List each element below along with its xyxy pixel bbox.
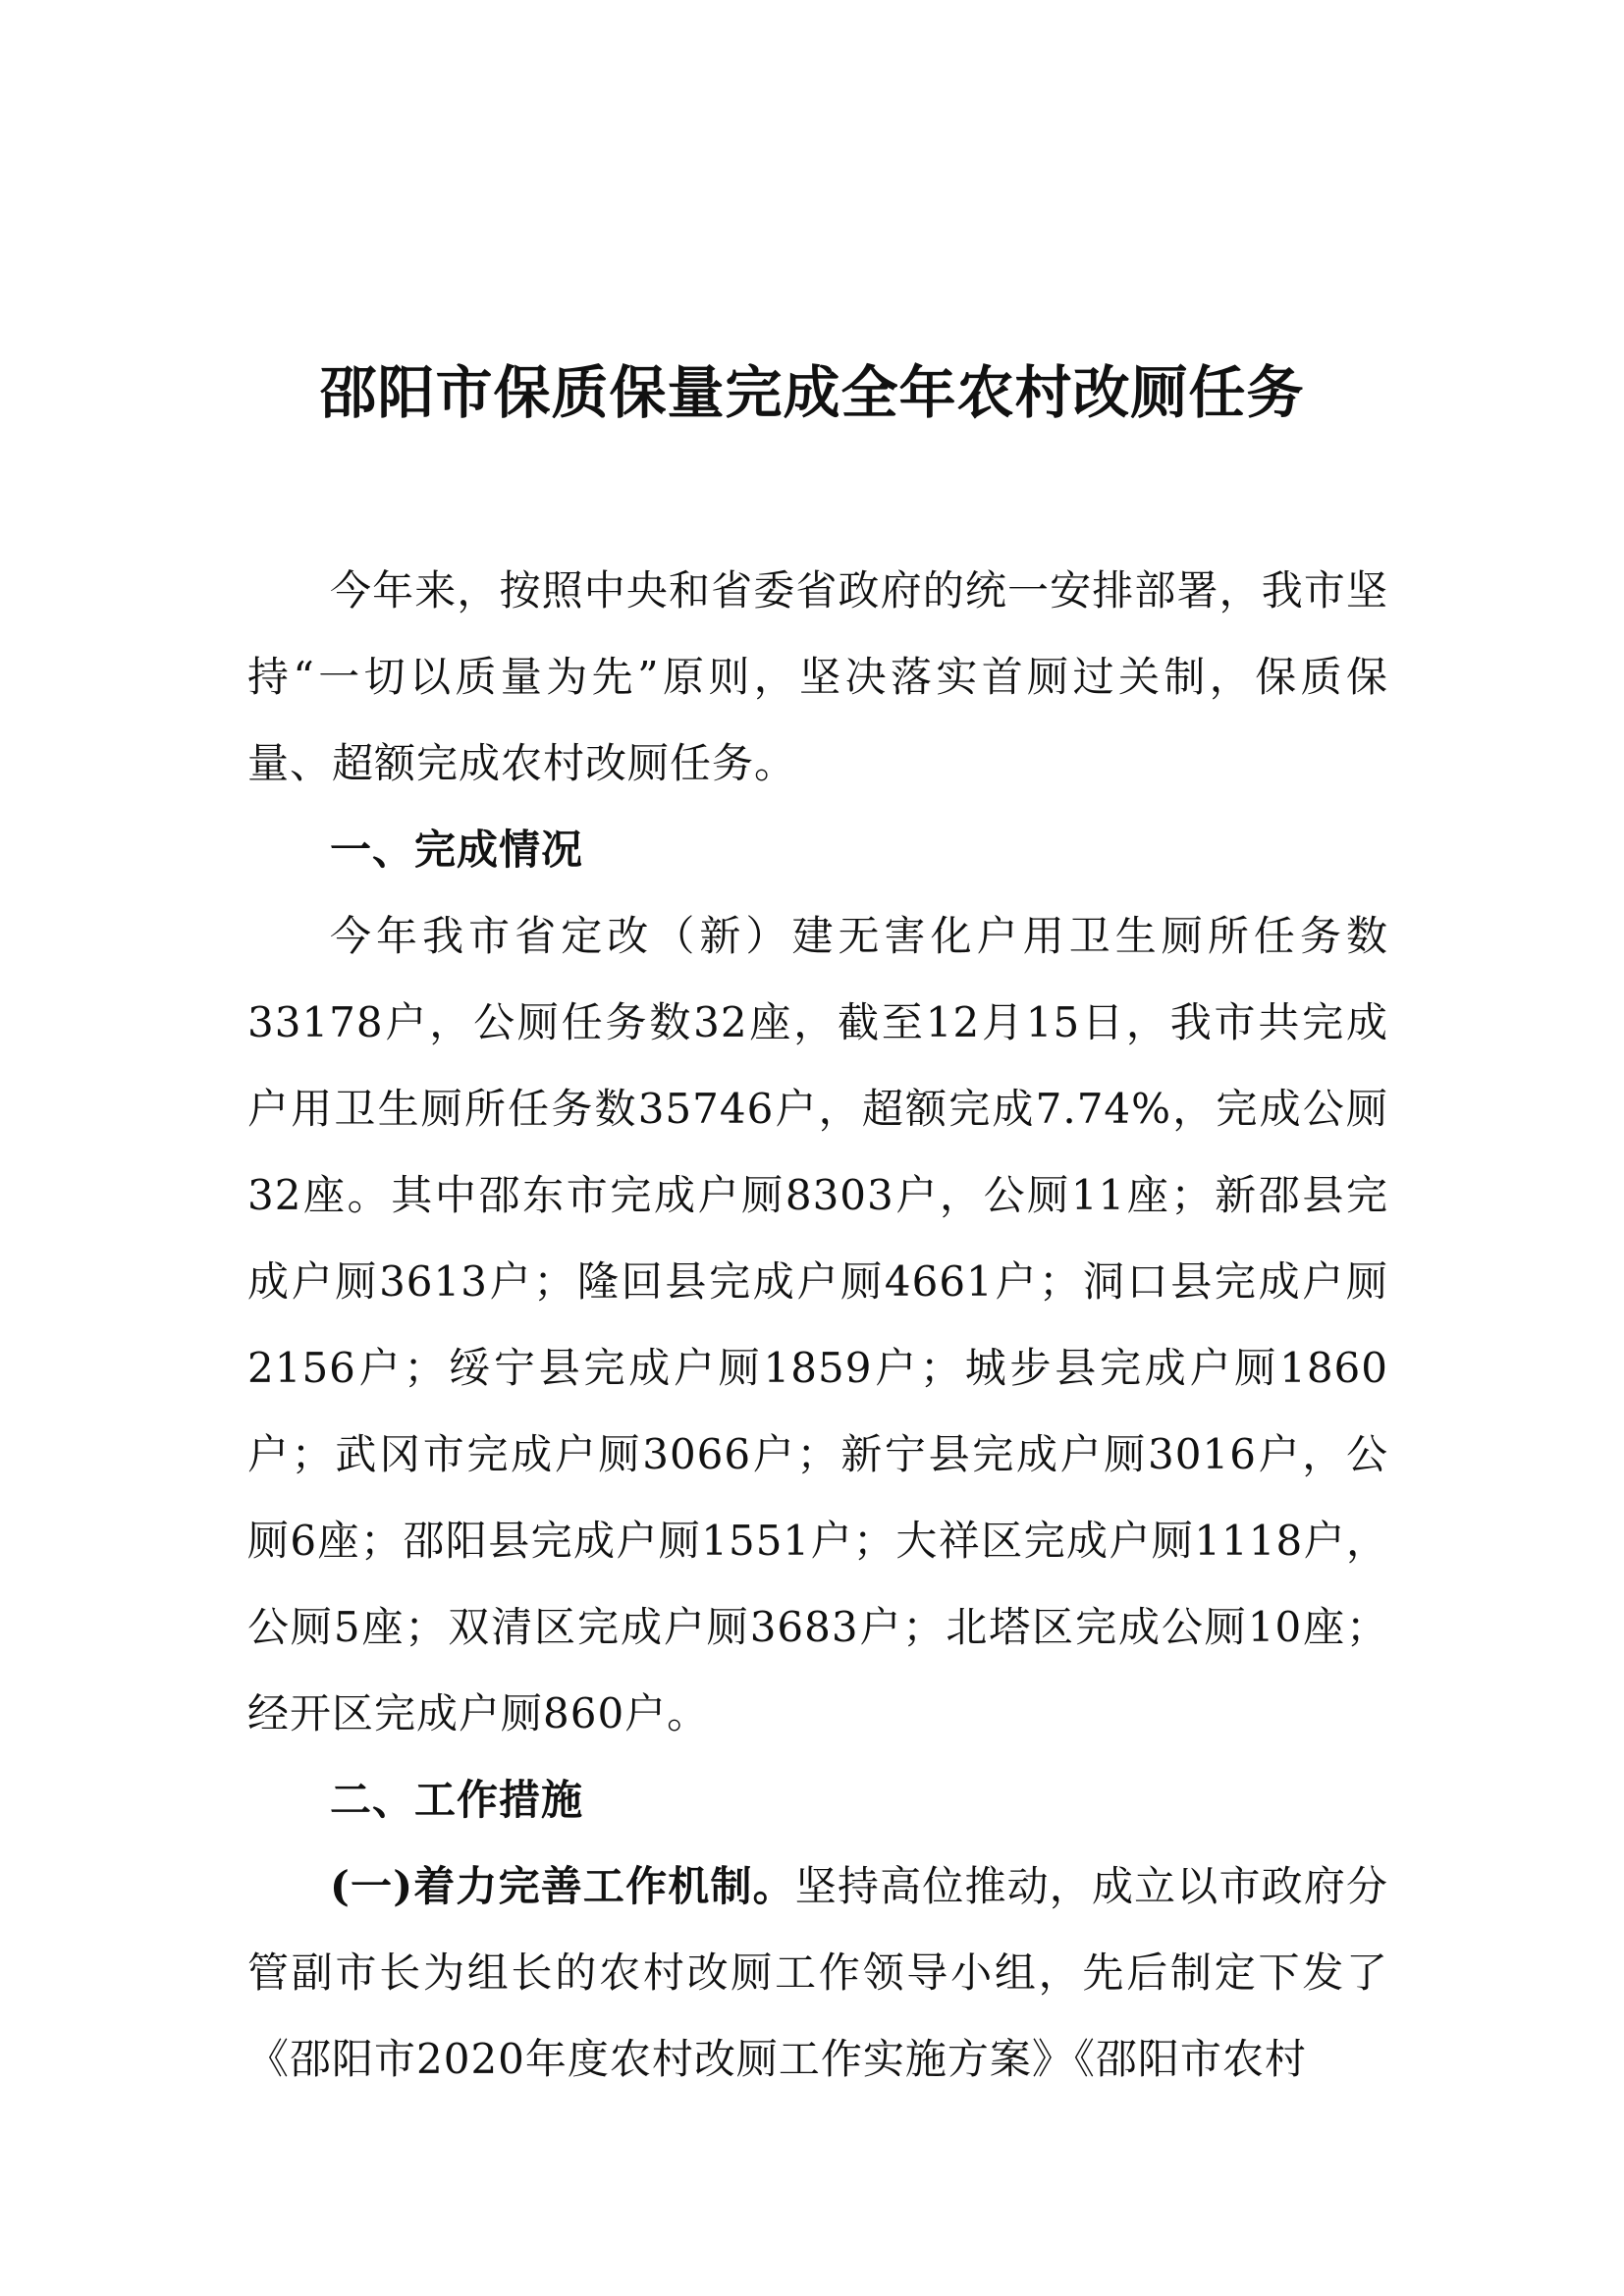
measure-subheading: (一)着力完善工作机制。 bbox=[330, 1862, 795, 1910]
section-heading-measures: 二、工作措施 bbox=[330, 1776, 584, 1824]
measure-text: 坚持高位推动，成立以市政府分管副市长为组长的农村改厕工作领导小组，先后制定下发了《邵阳市2020年度农村改厕工作实施方案》《邵阳市农村 bbox=[247, 1862, 1388, 2083]
measures-paragraph bbox=[247, 1843, 1388, 2103]
document-body bbox=[247, 548, 1388, 2103]
section-heading-completion: 一、完成情况 bbox=[330, 826, 584, 874]
document-title: 邵阳市保质保量完成全年农村改厕任务 bbox=[319, 359, 1305, 426]
intro-paragraph: 今年来，按照中央和省委省政府的统一安排部署，我市坚持“一切以质量为先”原则，坚决落实首厕过关制，保质保量、超额完成农村改厕任务。 bbox=[247, 566, 1388, 787]
completion-paragraph: 今年我市省定改（新）建无害化户用卫生厕所任务数33178户，公厕任务数32座，截至12月15日，我市共完成户用卫生厕所任务数35746户，超额完成7.74%，完成公厕32座。其中邵东市完成户厕8303户，公厕11座；新邵县完成户厕3613户；隆回县完成户厕4661户；洞口县完成户厕2156户；绥宁县完成户厕1859户；城步县完成户厕1860户；武冈市完成户厕3066户；新宁县完成户厕3016户，公厕6座；邵阳县完成户厕1551户；大祥区完成户厕1118户，公厕5座；双清区完成户厕3683户；北塔区完成公厕10座；经开区完成户厕860户。 bbox=[247, 912, 1388, 1737]
